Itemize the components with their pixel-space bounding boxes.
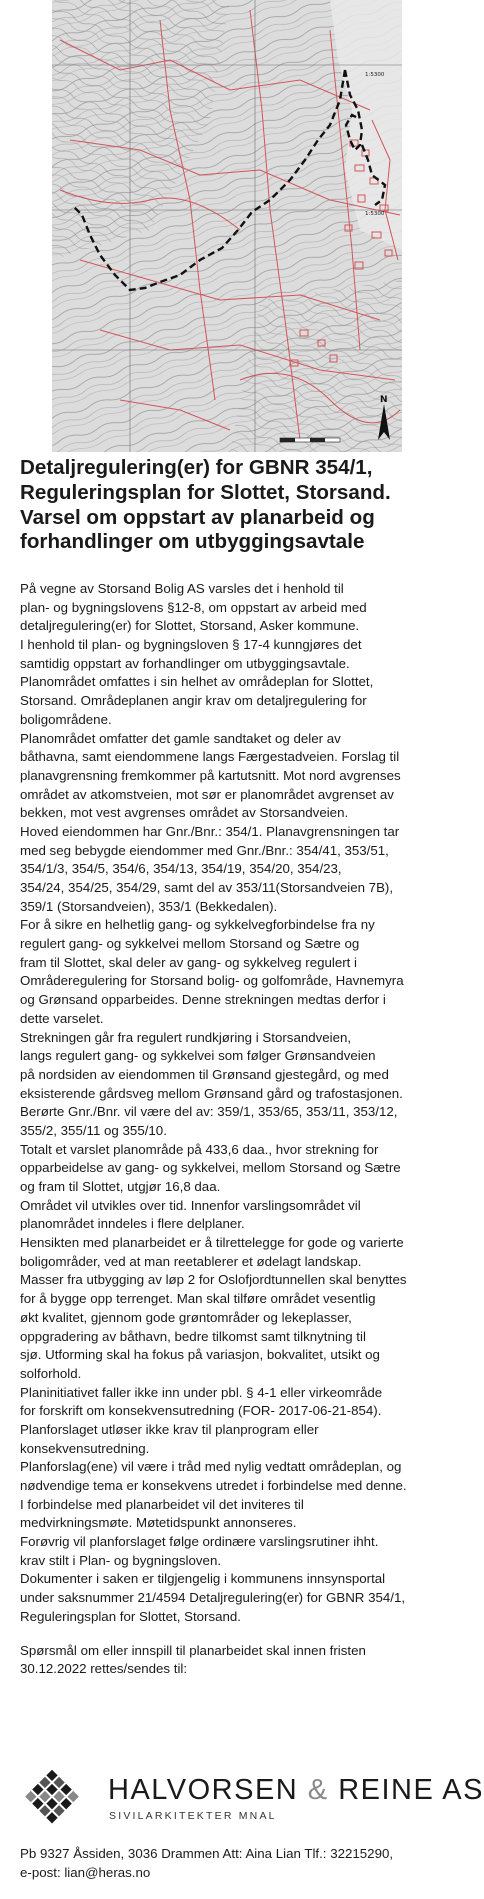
body-line: 354/24, 354/25, 354/29, samt del av 353/11(Storsandveien 7B), [20, 880, 394, 895]
body-line: Masser fra utbygging av løp 2 for Oslofjordtunnellen skal benyttes [20, 1272, 407, 1288]
body-line: regulert gang- og sykkelvei mellom Storsand og Sætre og [20, 936, 360, 952]
body-line: for forskrift om konsekvensutredning (FOR- 2017-06-21-854). [20, 1403, 382, 1419]
body-line: Hoved eiendommen har Gnr./Bnr.: 354/1. Planavgrensningen tar [20, 823, 400, 839]
body-line: Planområdet omfattes i sin helhet av områdeplan for Slottet, [20, 674, 374, 690]
body-line: nødvendige tema er konsekvens utredet i forbindelse med denne. [20, 1478, 407, 1493]
company-logo-icon [20, 1766, 84, 1830]
body-line: Forøvrig vil planforslaget følge ordinære varslingsrutiner ihht. [20, 1534, 379, 1550]
body-line: Dokumenter i saken er tilgjengelig i kommunens innsynsportal [20, 1571, 386, 1587]
north-label: N [380, 395, 388, 405]
body-line: boligområdene. [20, 711, 112, 727]
body-line: I forbindelse med planarbeidet vil det inviteres til [20, 1496, 304, 1512]
headline-line: Detaljregulering(er) for GBNR 354/1, [20, 456, 373, 479]
body-line: medvirkningsmøte. Møtetidspunkt annonseres. [20, 1515, 297, 1531]
body-line: Planforslag(ene) vil være i tråd med nylig vedtatt områdeplan, og [20, 1459, 402, 1475]
body-line: med seg bebygde eiendommer med Gnr./Bnr.: 354/41, 353/51, [20, 842, 389, 858]
body-line: 354/1/3, 354/5, 354/6, 354/13, 354/19, 354/20, 354/23, [20, 861, 342, 877]
body-line: båthavna, samt eiendommene langs Færgestadveien. Forslag til [20, 749, 400, 765]
body-line: sjø. Utforming skal ha fokus på variasjon, bokvalitet, utsikt og [20, 1347, 380, 1363]
body-line: Strekningen går fra regulert rundkjøring i Storsandveien, [20, 1029, 352, 1045]
body-line: I henhold til plan- og bygningsloven § 17-4 kunngjøres det [20, 637, 362, 653]
body-line: krav stilt i Plan- og bygningsloven. [20, 1552, 222, 1568]
body-line: detaljregulering(er) for Slottet, Storsand, Asker kommune. [20, 618, 360, 634]
contact-info [20, 1845, 393, 1882]
body-line: på nordsiden av eiendommen til Grønsand gjestegård, og med [20, 1066, 389, 1082]
notice-body [20, 580, 440, 1679]
footer [0, 1754, 484, 1899]
body-line: Reguleringsplan for Slottet, Storsand. [20, 1608, 242, 1624]
body-line: Områderegulering for Storsand bolig- og golfområde, Havnemyra [20, 973, 404, 989]
company-subtitle: SIVILARKITEKTER MNAL [109, 1810, 277, 1822]
body-line: samtidig oppstart av forhandlinger om utbyggingsavtale. [20, 655, 350, 671]
map-scale-bar [280, 438, 340, 442]
body-line: Planområdet omfatter det gamle sandtaket og deler av [20, 730, 341, 746]
body-line: området av atkomstveien, mot sør er planområdet avgrenset av [20, 786, 394, 802]
body-line: fram til Slottet, skal deler av gang- og sykkelveg regulert i [20, 954, 358, 970]
closing-line: Spørsmål om eller innspill til planarbeidet skal innen fristen [20, 1642, 366, 1658]
company-name [108, 1774, 484, 1807]
body-line: Totalt et varslet planområde på 433,6 daa., hvor strekning for [20, 1141, 379, 1157]
paragraph-gap [20, 1627, 440, 1642]
body-line: planområdet inndeles i flere delplaner. [20, 1216, 245, 1232]
company-name-ampersand: & [307, 1774, 329, 1806]
company-name-part-b: REINE AS [338, 1774, 484, 1806]
notice-headline [20, 456, 440, 555]
body-line: På vegne av Storsand Bolig AS varsles det i henhold til [20, 581, 344, 596]
body-line: Planforslaget utløser ikke krav til planprogram eller [20, 1421, 319, 1437]
body-line: 359/1 (Storsandveien), 353/1 (Bekkedalen). [20, 898, 278, 914]
body-line: planavgrensning fremkommer på kartutsnitt. Mot nord avgrenses [20, 767, 401, 783]
body-line: økt kvalitet, gjennom gode grøntområder og lekeplasser, [20, 1309, 352, 1325]
body-line: For å sikre en helhetlig gang- og sykkelvegforbindelse fra ny [20, 917, 375, 933]
map-label-top: 1:5300 [365, 72, 385, 78]
body-line: solforhold. [20, 1365, 82, 1381]
body-line: for å bygge opp terrenget. Man skal tilføre området vesentlig [20, 1291, 376, 1307]
body-line: plan- og bygningslovens §12-8, om oppstart av arbeid med [20, 599, 367, 615]
headline-line: forhandlinger om utbyggingsavtale [20, 530, 365, 554]
map-label-mid: 1:5300 [365, 211, 385, 217]
body-line: under saksnummer 21/4594 Detaljregulering(er) for GBNR 354/1, [20, 1590, 406, 1606]
plan-area-map [0, 0, 454, 452]
headline-line: Reguleringsplan for Slottet, Storsand. [20, 480, 391, 504]
body-line: Planinitiativet faller ikke inn under pbl. § 4-1 eller virkeområde [20, 1384, 383, 1400]
body-line: langs regulert gang- og sykkelvei som følger Grønsandveien [20, 1048, 376, 1064]
body-line: dette varselet. [20, 1010, 104, 1026]
body-line: og fram til Slottet, utgjør 16,8 daa. [20, 1179, 221, 1194]
body-line: Hensikten med planarbeidet er å tilrettelegge for gode og varierte [20, 1235, 404, 1251]
body-line: Berørte Gnr./Bnr. vil være del av: 359/1, 353/65, 353/11, 353/12, [20, 1104, 398, 1120]
body-line: Storsand. Områdeplanen angir krav om detaljregulering for [20, 693, 367, 709]
body-line: 355/2, 355/11 og 355/10. [20, 1122, 167, 1138]
headline-line: Varsel om oppstart av planarbeid og [20, 505, 375, 529]
body-line: eksisterende gårdsveg mellom Grønsand gård og trafostasjonen. [20, 1085, 403, 1101]
body-line: opparbeidelse av gang- og sykkelvei, mellom Storsand og Sætre [20, 1160, 401, 1176]
map-drawing [0, 0, 454, 452]
body-line: oppgradering av båthavn, bedre tilkomst samt tilknytning til [20, 1328, 366, 1344]
body-line: konsekvensutredning. [20, 1440, 150, 1456]
body-line: bekken, mot vest avgrenses området av Storsandveien. [20, 805, 349, 821]
body-line: boligområder, ved at man reetablerer et ødelagt landskap. [20, 1253, 362, 1269]
contact-line-email: e-post: lian@heras.no [20, 1864, 151, 1880]
contact-line-address: Pb 9327 Åssiden, 3036 Drammen Att: Aina Lian Tlf.: 32215290, [20, 1846, 394, 1861]
company-name-part-a: HALVORSEN [108, 1774, 299, 1806]
body-line: og Grønsand opparbeides. Denne strekningen medtas derfor i [20, 992, 386, 1008]
closing-line: 30.12.2022 rettes/sendes til: [20, 1661, 188, 1677]
body-line: Området vil utvikles over tid. Innenfor varslingsområdet vil [20, 1197, 361, 1213]
